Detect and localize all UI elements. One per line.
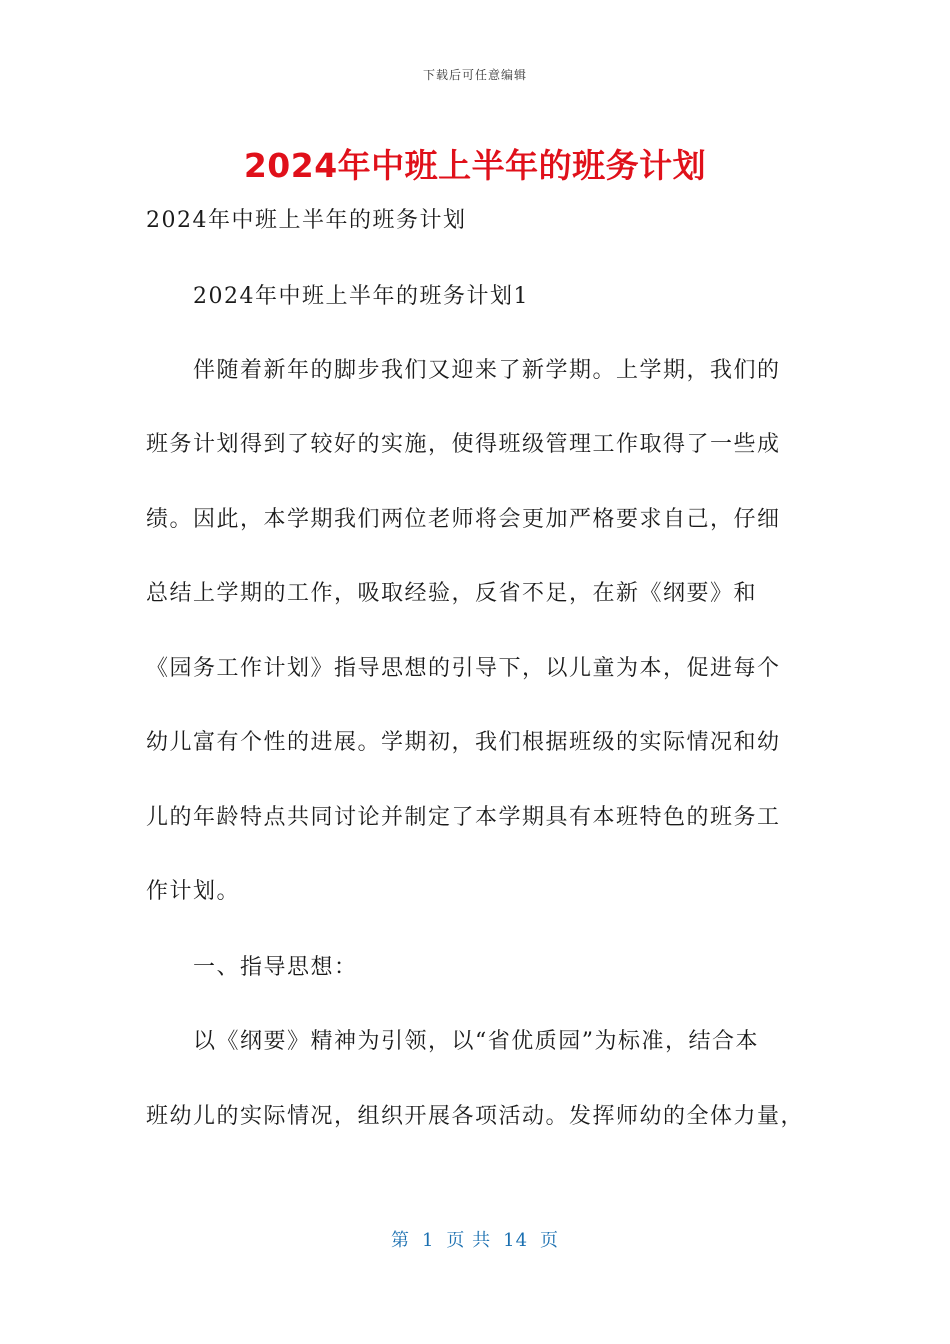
paragraph-line: 儿的年龄特点共同讨论并制定了本学期具有本班特色的班务工: [146, 805, 781, 830]
document-subtitle: 2024年中班上半年的班务计划: [146, 208, 467, 233]
document-title: 2024年中班上半年的班务计划: [243, 146, 707, 185]
paragraph-line: 班幼儿的实际情况，组织开展各项活动。发挥师幼的全体力量，: [146, 1104, 805, 1129]
footer-suffix: 页: [540, 1230, 560, 1251]
footer-total-pages: 14: [503, 1230, 529, 1251]
paragraph-line: 以《纲要》精神为引领，以“省优质园”为标准，结合本: [193, 1029, 759, 1054]
section-title: 2024年中班上半年的班务计划1: [193, 284, 529, 309]
page-footer: [0, 1226, 950, 1252]
paragraph-line: 幼儿富有个性的进展。学期初，我们根据班级的实际情况和幼: [146, 730, 781, 755]
footer-middle: 页 共: [446, 1230, 492, 1251]
page-header-note: 下载后可任意编辑: [422, 68, 527, 82]
paragraph-line: 作计划。: [146, 879, 241, 904]
paragraph-line: 《园务工作计划》指导思想的引导下，以儿童为本，促进每个: [146, 656, 781, 681]
paragraph-line: 总结上学期的工作，吸取经验，反省不足，在新《纲要》和: [146, 581, 758, 606]
paragraph-line: 班务计划得到了较好的实施，使得班级管理工作取得了一些成: [146, 432, 781, 457]
footer-page-number: 1: [421, 1230, 435, 1251]
paragraph-line: 伴随着新年的脚步我们又迎来了新学期。上学期，我们的: [193, 358, 781, 383]
footer-prefix: 第: [390, 1230, 410, 1251]
section-heading: 一、指导思想：: [193, 955, 358, 980]
paragraph-line: 绩。因此，本学期我们两位老师将会更加严格要求自己，仔细: [146, 507, 781, 532]
